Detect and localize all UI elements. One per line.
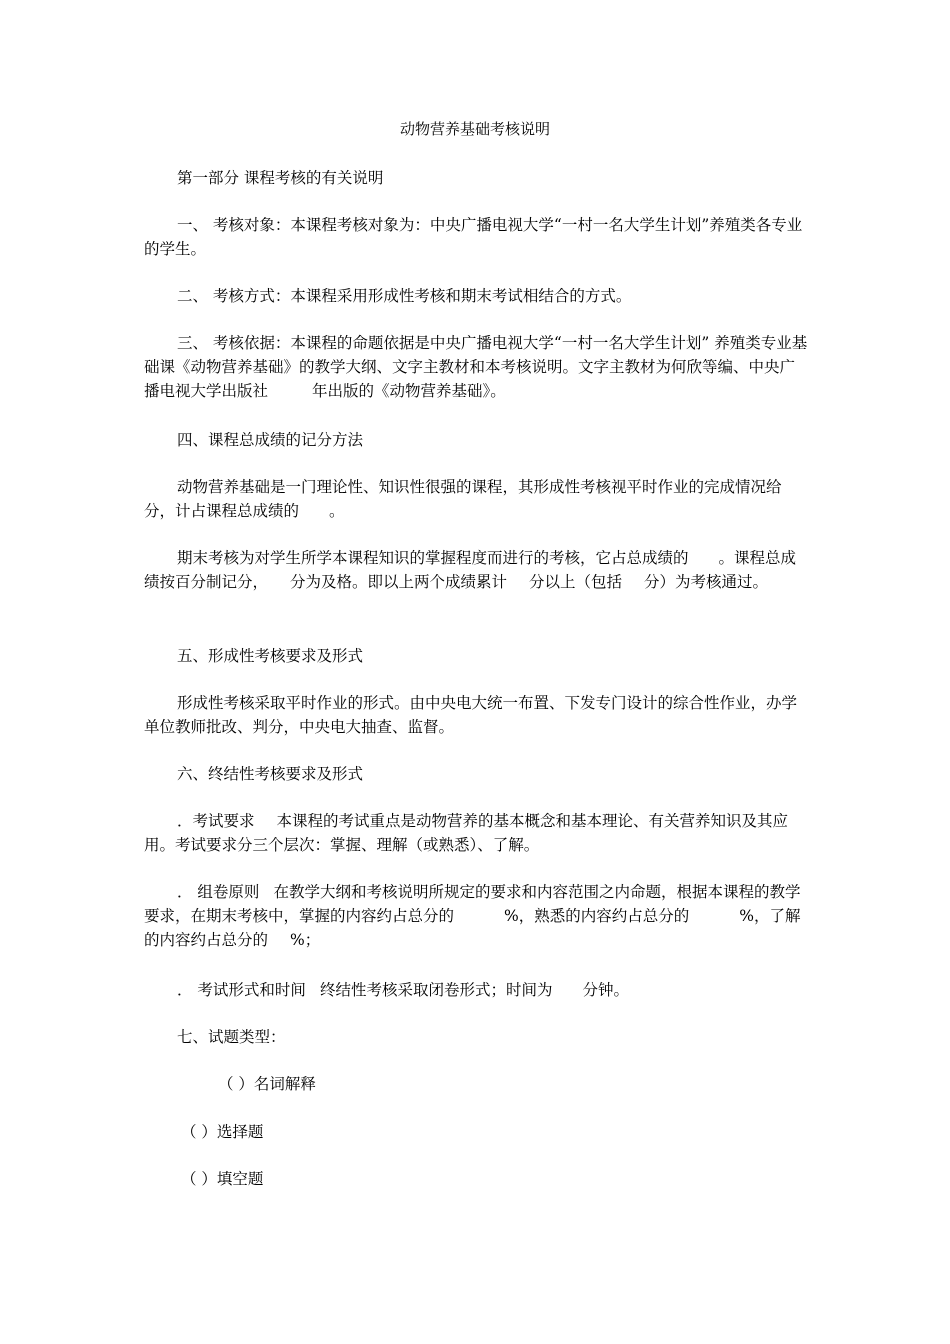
formative-text-a: 动物营养基础是一门理论性、知识性很强的课程，其形成性考核视平时作业的完成情况给分，计占课程总成绩的 [144,478,782,520]
section-1-paragraph: 一、 考核对象：本课程考核对象为：中央广播电视大学“一村一名大学生计划”养殖类各专业的学生。 [144,216,803,258]
exam-req-label: ．考试要求 [177,812,255,830]
section-3-text-b: 年出版的《动物营养基础》。 [312,382,506,400]
section-5-heading: 五、形成性考核要求及形式 [177,647,364,665]
formative-score-paragraph [144,475,810,523]
paper-principle-paragraph [144,880,810,952]
section-5-paragraph: 形成性考核采取平时作业的形式。由中央电大统一布置、下发专门设计的综合性作业，办学单位教师批改、判分，中央电大抽查、监督。 [144,694,798,736]
final-text-e: 分）为考核通过。 [644,573,769,591]
question-type-3: （ ）填空题 [181,1170,264,1188]
section-4-heading: 四、课程总成绩的记分方法 [177,431,364,449]
exam-format-paragraph [144,978,810,1002]
final-text-d: 分以上（包括 [529,573,623,591]
paper-principle-text-d: %； [290,931,321,949]
final-text-a: 期末考核为对学生所学本课程知识的掌握程度而进行的考核，它占总成绩的 [177,549,689,567]
final-text-c: 分为及格。即以上两个成绩累计 [290,573,508,591]
formative-text-b: 。 [329,502,345,520]
paper-principle-label: ． 组卷原则 [177,883,260,901]
section-7-heading: 七、试题类型： [177,1028,286,1046]
final-text-b: 。课程总成绩按百分制记分， [144,549,797,591]
paper-principle-text-a: 在教学大纲和考核说明所规定的要求和内容范围之内命题，根据本课程的教学要求，在期末考核中，掌握的内容约占总分的 [144,883,801,925]
section-6-heading: 六、终结性考核要求及形式 [177,765,364,783]
paper-principle-text-c: %，了解的内容约占总分的 [144,907,801,949]
exam-req-text: 本课程的考试重点是动物营养的基本概念和基本理论、有关营养知识及其应用。考试要求分三个层次：掌握、理解（或熟悉）、了解。 [144,812,789,854]
part-heading: 第一部分 课程考核的有关说明 [177,169,384,187]
exam-format-label: ． 考试形式和时间 [177,981,306,999]
exam-requirements-paragraph [144,809,810,857]
question-type-2: （ ）选择题 [181,1123,264,1141]
document-title: 动物营养基础考核说明 [399,120,550,138]
section-3-paragraph [144,331,810,403]
exam-format-text-b: 分钟。 [582,981,629,999]
section-2-paragraph: 二、 考核方式：本课程采用形成性考核和期末考试相结合的方式。 [177,287,632,305]
section-3-text-a: 三、 考核依据：本课程的命题依据是中央广播电视大学“一村一名大学生计划” 养殖类专业基础课《动物营养基础》的教学大纲、文字主教材和本考核说明。文字主教材为何欣等编、中央广播电视大学出版社 [144,334,808,400]
question-type-1: （ ）名词解释 [218,1075,316,1093]
final-exam-paragraph [144,546,810,594]
exam-format-text-a: 终结性考核采取闭卷形式；时间为 [319,981,553,999]
paper-principle-text-b: %，熟悉的内容约占总分的 [504,907,690,925]
